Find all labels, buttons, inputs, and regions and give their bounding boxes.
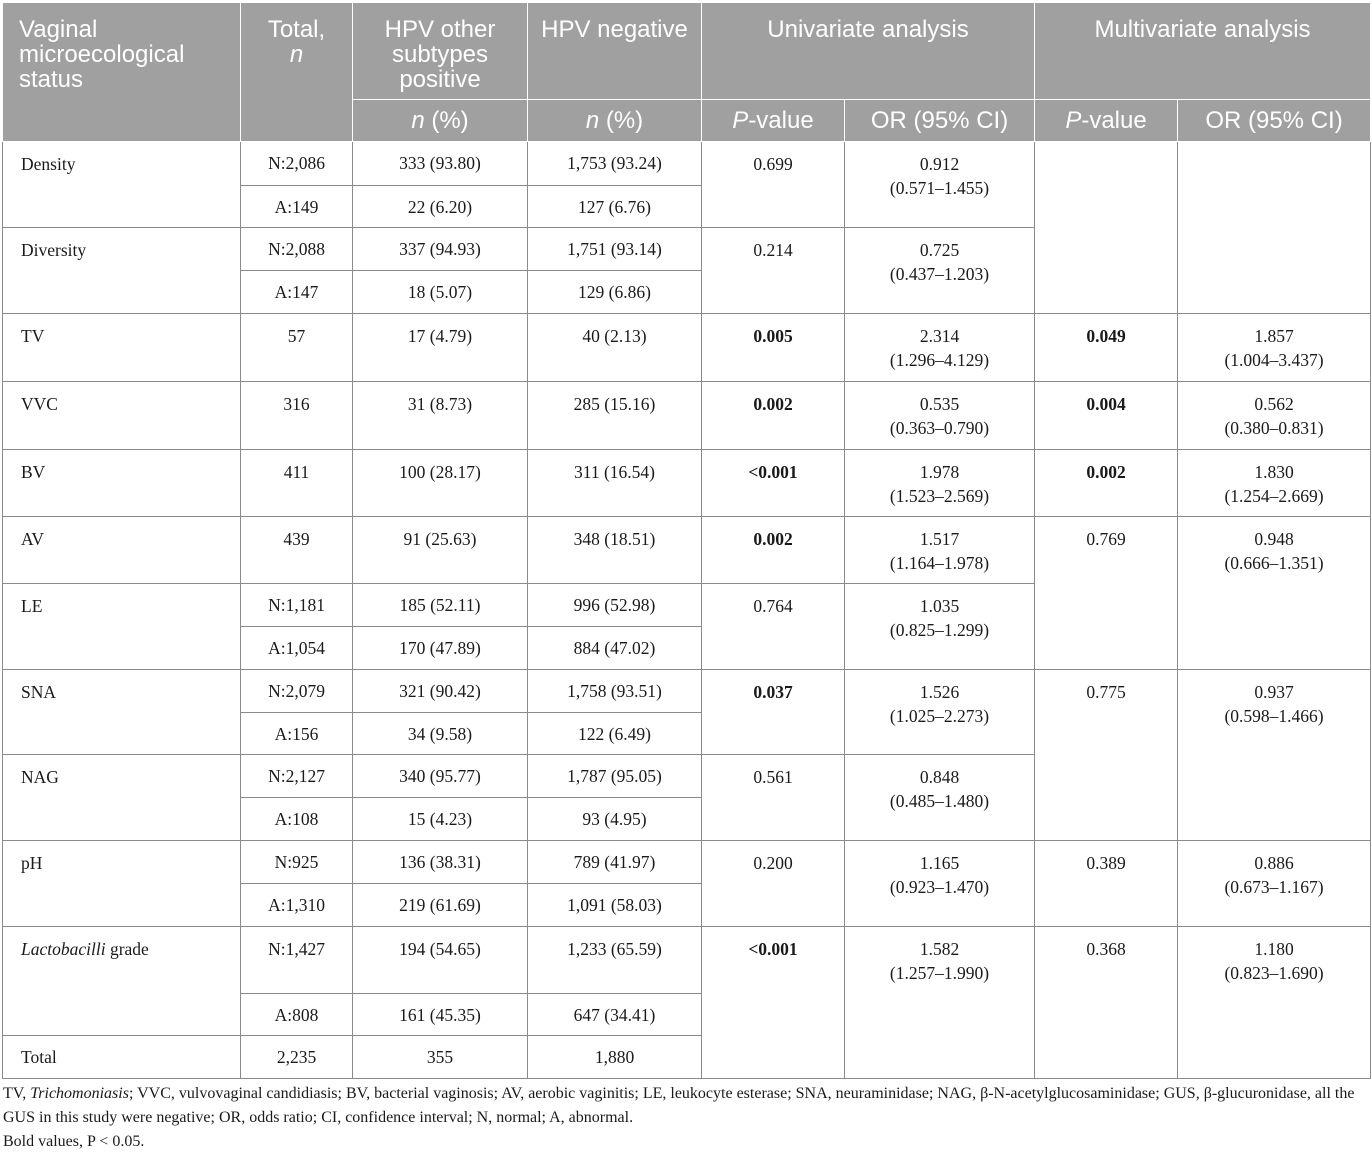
row-label-bv: BV — [3, 450, 241, 517]
cell-total: N:1,427 — [241, 927, 353, 994]
header-uni-or: OR (95% CI) — [845, 100, 1035, 142]
cell-uni-p: 0.200 — [702, 841, 845, 927]
cell-neg: 129 (6.86) — [528, 271, 702, 314]
cell-other: 337 (94.93) — [353, 228, 528, 271]
cell-uni-or: 2.314 (1.296–4.129) — [845, 314, 1035, 382]
row-label-sna: SNA — [3, 670, 241, 755]
header-total: Total, n — [241, 3, 353, 142]
row-label-lactobacilli: Lactobacilli grade — [3, 927, 241, 1036]
table-row — [3, 142, 1371, 186]
cell-uni-or: 0.848 (0.485–1.480) — [845, 755, 1035, 841]
cell-neg: 789 (41.97) — [528, 841, 702, 884]
header-row-1 — [3, 3, 1371, 100]
header-multi-p: P-value — [1035, 100, 1178, 142]
cell-total: 2,235 — [241, 1036, 353, 1079]
cell-total: A:1,310 — [241, 884, 353, 927]
cell-other: 18 (5.07) — [353, 271, 528, 314]
cell-total: A:147 — [241, 271, 353, 314]
cell-uni-or: 1.526 (1.025–2.273) — [845, 670, 1035, 755]
cell-multi-or: 0.948 (0.666–1.351) — [1178, 517, 1371, 670]
cell-total: N:2,088 — [241, 228, 353, 271]
cell-neg: 996 (52.98) — [528, 584, 702, 627]
cell-neg: 1,233 (65.59) — [528, 927, 702, 994]
cell-multi-p-empty — [1035, 142, 1178, 314]
cell-other: 91 (25.63) — [353, 517, 528, 584]
cell-uni-or: 1.978 (1.523–2.569) — [845, 450, 1035, 517]
header-multivariate: Multivariate analysis — [1035, 3, 1371, 100]
cell-total: N:925 — [241, 841, 353, 884]
table-row — [3, 841, 1371, 884]
cell-uni-or: 0.535 (0.363–0.790) — [845, 382, 1035, 450]
cell-neg: 1,787 (95.05) — [528, 755, 702, 798]
cell-total: N:2,086 — [241, 142, 353, 186]
cell-other: 17 (4.79) — [353, 314, 528, 382]
cell-neg: 93 (4.95) — [528, 798, 702, 841]
header-uni-p: P-value — [702, 100, 845, 142]
row-label-le: LE — [3, 584, 241, 670]
cell-multi-p: 0.002 — [1035, 450, 1178, 517]
cell-multi-p: 0.368 — [1035, 927, 1178, 1079]
cell-neg: 1,753 (93.24) — [528, 142, 702, 186]
header-multi-or: OR (95% CI) — [1178, 100, 1371, 142]
row-label-vvc: VVC — [3, 382, 241, 450]
cell-uni-p: 0.002 — [702, 382, 845, 450]
cell-uni-p: 0.214 — [702, 228, 845, 314]
cell-total: N:1,181 — [241, 584, 353, 627]
cell-multi-or: 0.937 (0.598–1.466) — [1178, 670, 1371, 841]
cell-uni-or: 1.582 (1.257–1.990) — [845, 927, 1035, 1079]
row-label-diversity: Diversity — [3, 228, 241, 314]
header-hpv-other: HPV other subtypes positive — [353, 3, 528, 100]
header-n-pct-negative: n (%) — [528, 100, 702, 142]
cell-other: 333 (93.80) — [353, 142, 528, 186]
cell-uni-or: 0.912 (0.571–1.455) — [845, 142, 1035, 228]
cell-total: 411 — [241, 450, 353, 517]
cell-total: N:2,079 — [241, 670, 353, 713]
cell-uni-or: 1.165 (0.923–1.470) — [845, 841, 1035, 927]
header-univariate: Univariate analysis — [702, 3, 1035, 100]
cell-other: 31 (8.73) — [353, 382, 528, 450]
row-label-density: Density — [3, 142, 241, 228]
cell-neg: 1,758 (93.51) — [528, 670, 702, 713]
cell-neg: 40 (2.13) — [528, 314, 702, 382]
table-row — [3, 670, 1371, 713]
cell-uni-p: 0.005 — [702, 314, 845, 382]
cell-neg: 285 (15.16) — [528, 382, 702, 450]
row-label-tv: TV — [3, 314, 241, 382]
abbreviations-note: TV, Trichomoniasis; VVC, vulvovaginal candidiasis; BV, bacterial vaginosis; AV, aerobic vaginitis; LE, leukocyte esterase; SNA, neuraminidase; NAG, β-N-acetylglucosaminidase; GUS, β-glucuronidase, all the GUS in this study were negative; OR, odds ratio; CI, confidence interval; N, normal; A, abnormal. — [3, 1085, 1355, 1126]
cell-other: 22 (6.20) — [353, 186, 528, 228]
bold-values-note: Bold values, P < 0.05. — [3, 1133, 145, 1150]
cell-total: N:2,127 — [241, 755, 353, 798]
cell-multi-or: 1.830 (1.254–2.669) — [1178, 450, 1371, 517]
cell-uni-or: 0.725 (0.437–1.203) — [845, 228, 1035, 314]
cell-multi-p: 0.775 — [1035, 670, 1178, 841]
cell-uni-or: 1.035 (0.825–1.299) — [845, 584, 1035, 670]
cell-neg: 1,751 (93.14) — [528, 228, 702, 271]
cell-neg: 1,091 (58.03) — [528, 884, 702, 927]
cell-multi-p: 0.389 — [1035, 841, 1178, 927]
row-label-av: AV — [3, 517, 241, 584]
header-status: Vaginal microecological status — [3, 3, 241, 142]
cell-uni-p: 0.699 — [702, 142, 845, 228]
cell-multi-or: 1.857 (1.004–3.437) — [1178, 314, 1371, 382]
cell-uni-or: 1.517 (1.164–1.978) — [845, 517, 1035, 584]
cell-multi-or: 0.562 (0.380–0.831) — [1178, 382, 1371, 450]
cell-other: 170 (47.89) — [353, 627, 528, 670]
cell-total: A:808 — [241, 994, 353, 1036]
cell-other: 185 (52.11) — [353, 584, 528, 627]
cell-total: 57 — [241, 314, 353, 382]
table-row — [3, 927, 1371, 994]
cell-other: 136 (38.31) — [353, 841, 528, 884]
cell-uni-p: 0.764 — [702, 584, 845, 670]
cell-uni-p: 0.037 — [702, 670, 845, 755]
cell-multi-or: 0.886 (0.673–1.167) — [1178, 841, 1371, 927]
cell-total: A:108 — [241, 798, 353, 841]
table-row — [3, 450, 1371, 517]
row-label-ph: pH — [3, 841, 241, 927]
cell-neg: 127 (6.76) — [528, 186, 702, 228]
cell-neg: 884 (47.02) — [528, 627, 702, 670]
cell-other: 161 (45.35) — [353, 994, 528, 1036]
cell-other: 321 (90.42) — [353, 670, 528, 713]
table-footnote — [3, 1082, 1369, 1154]
table-row — [3, 517, 1371, 584]
cell-other: 355 — [353, 1036, 528, 1079]
cell-total: A:156 — [241, 713, 353, 755]
cell-uni-p: <0.001 — [702, 450, 845, 517]
cell-total: A:1,054 — [241, 627, 353, 670]
header-n-pct-other: n (%) — [353, 100, 528, 142]
table-row — [3, 314, 1371, 382]
results-table — [2, 2, 1371, 1079]
cell-other: 15 (4.23) — [353, 798, 528, 841]
cell-uni-p: <0.001 — [702, 927, 845, 1079]
cell-neg: 647 (34.41) — [528, 994, 702, 1036]
header-hpv-negative: HPV negative — [528, 3, 702, 100]
cell-total: 439 — [241, 517, 353, 584]
cell-uni-p: 0.002 — [702, 517, 845, 584]
cell-neg: 348 (18.51) — [528, 517, 702, 584]
cell-multi-p: 0.769 — [1035, 517, 1178, 670]
cell-multi-or: 1.180 (0.823–1.690) — [1178, 927, 1371, 1079]
row-label-total: Total — [3, 1036, 241, 1079]
cell-other: 34 (9.58) — [353, 713, 528, 755]
cell-total: A:149 — [241, 186, 353, 228]
cell-other: 219 (61.69) — [353, 884, 528, 927]
cell-multi-p: 0.004 — [1035, 382, 1178, 450]
row-label-nag: NAG — [3, 755, 241, 841]
cell-other: 100 (28.17) — [353, 450, 528, 517]
cell-multi-p: 0.049 — [1035, 314, 1178, 382]
cell-total: 316 — [241, 382, 353, 450]
cell-uni-p: 0.561 — [702, 755, 845, 841]
cell-neg: 1,880 — [528, 1036, 702, 1079]
cell-multi-or-empty — [1178, 142, 1371, 314]
cell-neg: 311 (16.54) — [528, 450, 702, 517]
cell-other: 194 (54.65) — [353, 927, 528, 994]
cell-other: 340 (95.77) — [353, 755, 528, 798]
cell-neg: 122 (6.49) — [528, 713, 702, 755]
table-row — [3, 382, 1371, 450]
